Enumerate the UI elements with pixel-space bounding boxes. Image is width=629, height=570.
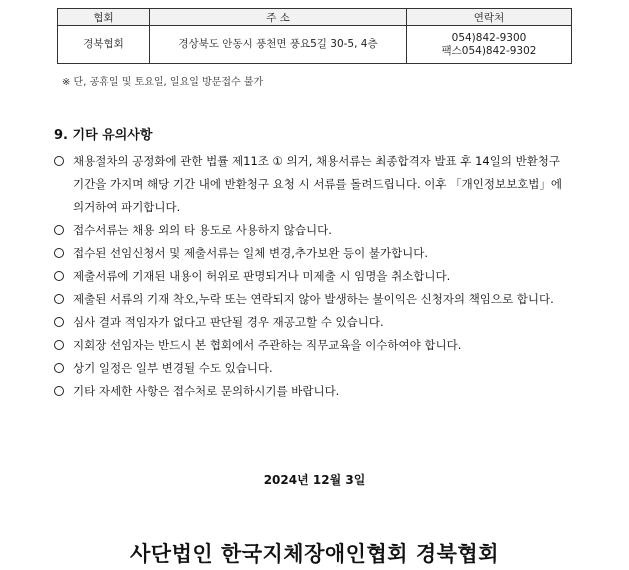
list-item-text: 심사 결과 적임자가 없다고 판단될 경우 재공고할 수 있습니다. [73,315,384,329]
circle-bullet-icon [54,248,64,258]
list-item-text: 지회장 선임자는 반드시 본 협회에서 주관하는 직무교육을 이수하여야 합니다. [73,338,462,352]
list-item [54,380,574,403]
circle-bullet-icon [54,363,64,373]
list-item-text: 상기 일정은 일부 변경될 수도 있습니다. [73,361,273,375]
table-row [58,26,572,64]
circle-bullet-icon [54,386,64,396]
circle-bullet-icon [54,317,64,327]
header-address: 주 소 [150,9,407,26]
header-association: 협회 [58,9,150,26]
visit-note: ※ 단, 공휴일 및 토요일, 일요일 방문접수 불가 [62,77,264,88]
cell-contact [407,26,572,64]
list-item [54,150,574,219]
list-item [54,288,574,311]
list-item-text: 제출서류에 기재된 내용이 허위로 판명되거나 미제출 시 임명을 취소합니다. [73,269,451,283]
contact-table [57,8,572,64]
section-title: 9. 기타 유의사항 [54,128,153,143]
circle-bullet-icon [54,225,64,235]
list-item-text: 접수서류는 채용 외의 타 용도로 사용하지 않습니다. [73,223,332,237]
document-date: 2024년 12월 3일 [263,473,366,487]
list-item [54,265,574,288]
list-item-text: 접수된 선임신청서 및 제출서류는 일체 변경,추가보완 등이 불가합니다. [73,246,429,260]
header-contact: 연락처 [407,9,572,26]
organization-name: 사단법인 한국지체장애인협회 경북협회 [130,542,499,566]
fax-number: 팩스054)842-9302 [441,44,537,57]
list-item-text: 제출된 서류의 기재 착오,누락 또는 연락되지 않아 발생하는 불이익은 신청자의 책임으로 합니다. [73,292,554,306]
cell-association: 경북협회 [58,26,150,64]
list-item-text: 기타 자세한 사항은 접수처로 문의하시기를 바랍니다. [73,384,340,398]
list-item-text: 채용절차의 공정화에 관한 법률 제11조 ① 의거, 채용서류는 최종합격자 발표 후 14일의 반환청구 기간을 가지며 해당 기간 내에 반환청구 요청 시 서류를 돌려드립니다. 이후 「개인정보보호법」에 의거하여 파기합니다. [73,154,563,214]
list-item [54,334,574,357]
cell-address: 경상북도 안동시 풍천면 풍요5길 30-5, 4층 [150,26,407,64]
table-header-row [58,9,572,26]
circle-bullet-icon [54,271,64,281]
circle-bullet-icon [54,156,64,166]
circle-bullet-icon [54,340,64,350]
list-item [54,357,574,380]
notice-list [54,150,574,403]
list-item [54,242,574,265]
list-item [54,219,574,242]
phone-number: 054)842-9300 [451,31,527,44]
list-item [54,311,574,334]
circle-bullet-icon [54,294,64,304]
